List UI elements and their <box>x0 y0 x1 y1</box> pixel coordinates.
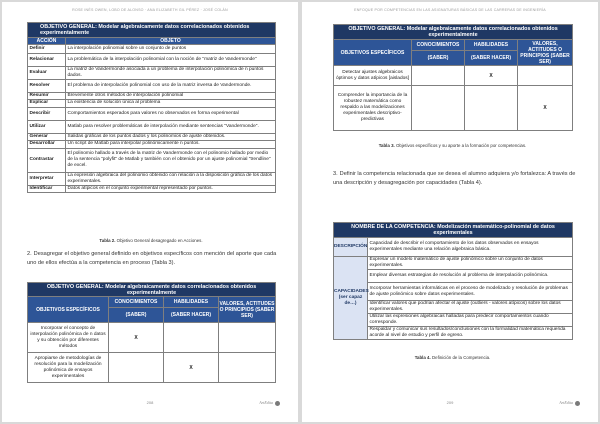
table-row <box>28 79 276 92</box>
column-header-object: OBJETO <box>66 38 276 45</box>
running-head: ROSE INÉS OWEN, LOBO DE ALONSO · ANA ELIZABETH GIL PÉREZ · JOSÉ COLÁN <box>72 8 228 12</box>
action-cell: Resumir <box>28 92 66 100</box>
knowledge-mark <box>412 86 465 131</box>
column-subheader-skills: (SABER HACER) <box>164 308 219 323</box>
object-cell: La problemática de la interpolación polinomial con la noción de "matriz de Vandermonde" <box>66 53 276 66</box>
objective-cell: Apropiarse de metodologías de resolución para la modelización polinómica de ensayos experimentales <box>28 353 109 383</box>
body-paragraph: 2. Desagregar el objetivo general definido en objetivos específicos con mención del aporte que cada uno de ellos efectúa a la competencia en proceso (Tabla 3). <box>27 251 277 266</box>
action-cell: Evaluar <box>28 66 66 79</box>
action-cell: Utilizar <box>28 120 66 133</box>
objective-cell: Incorporar el concepto de interpolación polinómica de n datos y su obtención por diferentes métodos <box>28 323 109 353</box>
page-number: 208 <box>146 400 154 405</box>
table-title: OBJETIVO GENERAL: Modelar algebraicamente datos correlacionados obtenidos experimentalmente <box>334 25 573 40</box>
column-header-skills: HABILIDADES <box>465 40 518 51</box>
action-cell: Explicar <box>28 100 66 108</box>
table-row <box>28 133 276 141</box>
column-header-knowledge: CONOCIMIENTOS <box>109 297 164 308</box>
object-cell: Un script de Matlab para interpolar polinómicamente n puntos. <box>66 141 276 149</box>
capacity-cell: Utilizar las expresiones algebraicas halladas para predecir comportamientos cuando corresponde. <box>368 314 573 327</box>
objective-cell: Detectar ajustes algebraicos óptimos y datos atípicos [aislados] <box>334 66 412 86</box>
description-label: DESCRIPCIÓN <box>334 238 368 257</box>
object-cell: Brevemente otros métodos de interpolación polinomial <box>66 92 276 100</box>
action-cell: Relacionar <box>28 53 66 66</box>
objectives-actions-table <box>27 22 276 193</box>
table-row <box>28 148 276 172</box>
column-header-specific: OBJETIVOS ESPECÍFICOS <box>334 40 412 66</box>
values-mark <box>518 66 573 86</box>
right-page <box>302 2 598 422</box>
table-caption: Tabla 3. Objetivos específicos y su aporte a la formación por competencias. <box>378 143 527 148</box>
table-row <box>28 45 276 54</box>
publisher-mark: ArtEdita <box>559 400 580 406</box>
column-subheader-skills: (SABER HACER) <box>465 51 518 66</box>
publisher-logo-icon <box>575 401 580 406</box>
object-cell: Comportamientos esperados para valores no observados en forma experimental <box>66 107 276 120</box>
table-title: OBJETIVO GENERAL: Modelar algebraicamente datos correlacionados obtenidos experimentalmente <box>28 283 276 297</box>
table-row <box>28 92 276 100</box>
object-cell: Matlab para resolver problemáticas de interpolación mediante sentencias "Vandermonde". <box>66 120 276 133</box>
knowledge-mark <box>412 66 465 86</box>
running-head: ENFOQUE POR COMPETENCIAS EN LAS ASIGNATURAS BÁSICAS DE LAS CARRERAS DE INGENIERÍA <box>354 8 546 12</box>
action-cell: Desarrollar <box>28 141 66 149</box>
action-cell: Describir <box>28 107 66 120</box>
body-paragraph: 3. Definir la competencia relacionada que se desea el alumno adquiera y/o fortalezca: A través de una descripción y desagregación por capacidades (Tabla 4). <box>333 171 576 186</box>
capacity-cell: Respaldar y comunicar sus resultados/conclusiones con la formalidad matemática requerida acorde al nivel de estudio y perfil de egreso. <box>368 327 573 340</box>
table-title: NOMBRE DE LA COMPETENCIA: Modelización matemático-polinomial de datos experimentales <box>334 223 573 238</box>
table-row <box>334 314 573 327</box>
object-cell: La matriz de Vandermonde asociada a un problema de interpolación polinómica de n puntos dados. <box>66 66 276 79</box>
capacities-label: CAPACIDADES (ser capaz de…) <box>334 257 368 340</box>
capacity-cell: Expresar un modelo matemático de ajuste polinómico sobre un conjunto de datos experimentales. <box>368 257 573 270</box>
column-header-values: VALORES, ACTITUDES O PRINCIPIOS (SABER SER) <box>219 297 276 323</box>
table-row <box>334 301 573 314</box>
object-cell: Datos atípicos en el conjunto experimental representado por puntos. <box>66 185 276 193</box>
table-row <box>28 53 276 66</box>
table-caption: Tabla 4. Definición de la Competencia. <box>414 355 491 360</box>
table-title: OBJETIVO GENERAL: Modelar algebraicamente datos correlacionados obtenidos experimentalmente <box>28 23 276 38</box>
description-text: Capacidad de describir el comportamiento de los datos observados en ensayos experimentales mediante una relación algebraica básica. <box>368 238 573 257</box>
column-header-skills: HABILIDADES <box>164 297 219 308</box>
page-footer <box>2 400 298 408</box>
object-cell: El problema de interpolación polinomial con uso de la matriz inversa de Vandermonde. <box>66 79 276 92</box>
page-footer <box>302 400 598 408</box>
table-row <box>334 270 573 283</box>
values-mark: X <box>518 86 573 131</box>
table-row <box>334 257 573 270</box>
capacity-cell: Identificar valores que podrían afectar el ajuste (outliers - valores atípicos) sobre los datos experimentales. <box>368 301 573 314</box>
table-body <box>28 45 276 193</box>
left-page <box>2 2 298 422</box>
column-header-specific: OBJETIVOS ESPECÍFICOS <box>28 297 109 323</box>
values-mark <box>219 323 276 353</box>
table-row <box>28 353 276 383</box>
knowledge-mark: X <box>109 323 164 353</box>
table-body <box>28 323 276 383</box>
skills-mark: X <box>164 353 219 383</box>
action-cell: Resolver <box>28 79 66 92</box>
table-row <box>28 120 276 133</box>
table-row <box>334 86 573 131</box>
column-subheader-knowledge: (SABER) <box>412 51 465 66</box>
capacity-cell: Incorporar herramientas informáticas en el proceso de modelizado y resolución de problemas de ajuste polinómico sobre datos experimentales. <box>368 283 573 301</box>
column-header-values: VALORES, ACTITUDES O PRINCIPIOS (SABER SER) <box>518 40 573 66</box>
object-cell: Salidas gráficas de los puntos dados y los polinomios de ajuste obtenidos. <box>66 133 276 141</box>
competency-definition-table <box>333 222 573 340</box>
object-cell: La expresión algebraica del polinomio obtenido con relación a la disposición gráfica de los datos experimentales. <box>66 172 276 185</box>
object-cell: La existencia de solución única al problema <box>66 100 276 108</box>
column-subheader-knowledge: (SABER) <box>109 308 164 323</box>
table-row <box>334 327 573 340</box>
action-cell: Contrastar <box>28 148 66 172</box>
table-row <box>28 66 276 79</box>
publisher-logo-icon <box>275 401 280 406</box>
action-cell: Interpretar <box>28 172 66 185</box>
column-header-action: ACCIÓN <box>28 38 66 45</box>
page-number: 209 <box>446 400 454 405</box>
table-body <box>334 257 573 340</box>
action-cell: Definir <box>28 45 66 54</box>
skills-mark <box>164 323 219 353</box>
table-row <box>28 185 276 193</box>
table-caption: Tabla 2. Objetivo General desagregado en Acciones. <box>99 238 203 243</box>
object-cell: El polinomio hallado a través de la matriz de Vandermonde con el polinomio hallado por medio de la sentencia "polyfit" de Matlab y también con el obtenido por un ajuste polinomial "trendline" de excel. <box>66 148 276 172</box>
skills-mark: X <box>465 66 518 86</box>
table-body <box>334 66 573 131</box>
column-header-knowledge: CONOCIMIENTOS <box>412 40 465 51</box>
table-row <box>28 323 276 353</box>
table-row <box>28 172 276 185</box>
table-row <box>28 107 276 120</box>
knowledge-mark <box>109 353 164 383</box>
action-cell: Generar <box>28 133 66 141</box>
action-cell: Identificar <box>28 185 66 193</box>
table-row <box>334 66 573 86</box>
table-row <box>28 141 276 149</box>
specific-objectives-table-continued <box>333 24 573 131</box>
capacity-cell: Emplear diversas estrategias de resolución al problema de interpolación polinómica. <box>368 270 573 283</box>
skills-mark <box>465 86 518 131</box>
values-mark <box>219 353 276 383</box>
specific-objectives-table <box>27 282 276 383</box>
table-row <box>334 283 573 301</box>
objective-cell: Comprender la importancia de la robustez matemática como respaldo a las modelizaciones experimentales descriptivo-predictivas <box>334 86 412 131</box>
table-row <box>28 100 276 108</box>
publisher-mark: ArtEdita <box>259 400 280 406</box>
object-cell: La interpolación polinomial sobre un conjunto de puntos <box>66 45 276 54</box>
